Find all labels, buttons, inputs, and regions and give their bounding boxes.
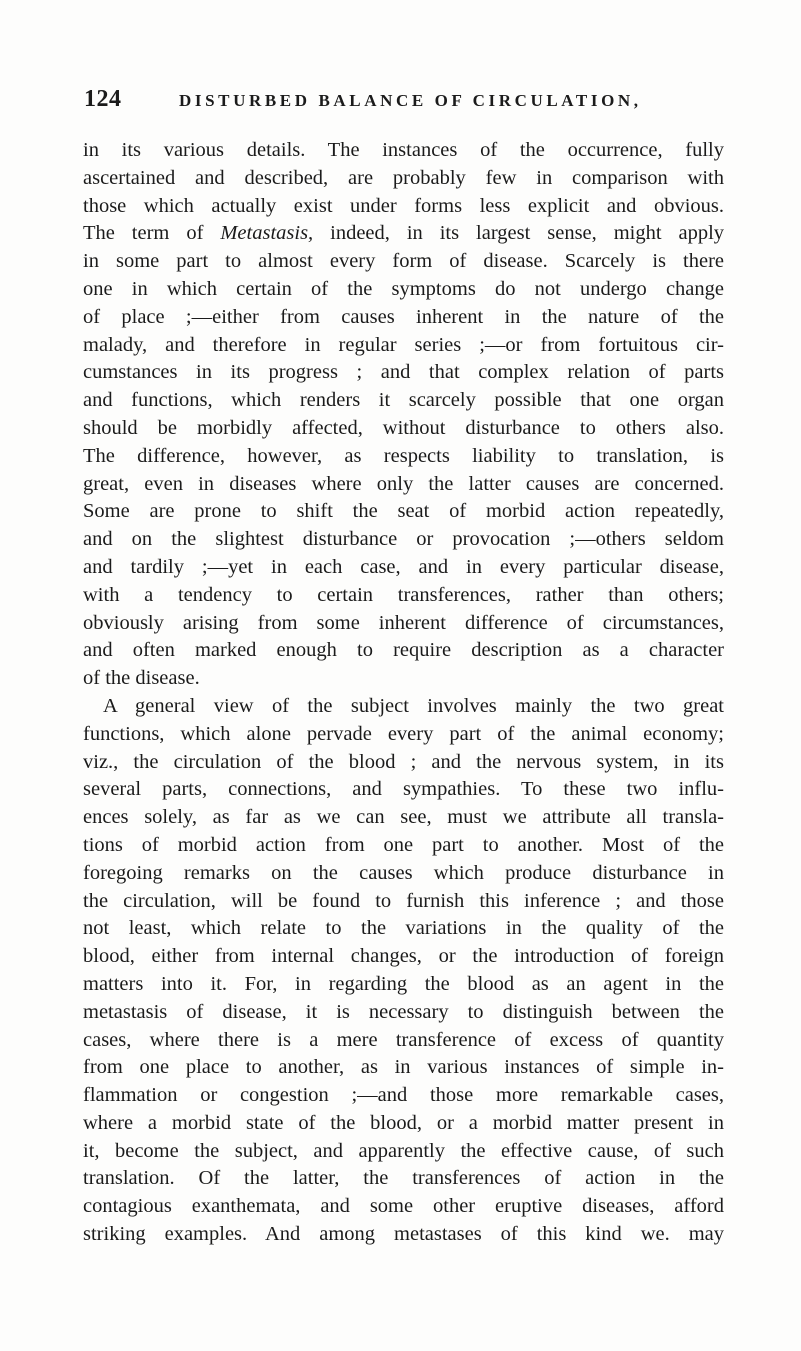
running-title: DISTURBED BALANCE OF CIRCULATION,: [179, 91, 642, 110]
text-line-with-term: [83, 220, 724, 248]
body-text: [83, 137, 724, 1249]
text-line: metastasis of disease, it is necessary to distinguish between the: [83, 1000, 724, 1023]
paragraph-1: [83, 137, 724, 693]
text-line: the circulation, will be found to furnish this inference ; and those: [83, 889, 724, 912]
text-line: several parts, connections, and sympathies. To these two influ-: [83, 778, 724, 801]
text-line: flammation or congestion ;—and those more remarkable cases,: [83, 1084, 724, 1107]
text-line: translation. Of the latter, the transferences of action in the: [83, 1167, 724, 1190]
text-line: ascertained and described, are probably few in comparison with: [83, 166, 724, 189]
text-line: and tardily ;—yet in each case, and in every particular disease,: [83, 555, 724, 578]
text-line: should be morbidly affected, without disturbance to others also.: [83, 416, 724, 439]
text-line: one in which certain of the symptoms do not undergo change: [83, 277, 724, 300]
text-fragment: indeed, in its largest sense, might apply: [313, 222, 725, 245]
text-line: blood, either from internal changes, or the introduction of foreign: [83, 945, 724, 968]
text-line: malady, and therefore in regular series ;—or from fortuitous cir-: [83, 333, 724, 356]
text-line: foregoing remarks on the causes which produce disturbance in: [83, 861, 724, 884]
text-line: in some part to almost every form of disease. Scarcely is there: [83, 250, 724, 273]
text-line: and often marked enough to require description as a character: [83, 639, 724, 662]
text-line: where a morbid state of the blood, or a morbid matter present in: [83, 1111, 724, 1134]
text-line: in its various details. The instances of the occurrence, fully: [83, 139, 724, 161]
text-line: cases, where there is a mere transference of excess of quantity: [83, 1028, 724, 1051]
text-line: it, become the subject, and apparently the effective cause, of such: [83, 1139, 724, 1162]
text-line: with a tendency to certain transferences, rather than others;: [83, 583, 724, 606]
italic-term: Metastasis,: [220, 222, 314, 245]
page-header: [84, 86, 724, 118]
text-line: from one place to another, as in various instances of simple in-: [83, 1056, 724, 1079]
text-line: matters into it. For, in regarding the blood as an agent in the: [83, 972, 724, 995]
page-number: 124: [84, 86, 122, 112]
text-line: viz., the circulation of the blood ; and the nervous system, in its: [83, 750, 724, 773]
text-line: of the disease.: [83, 667, 200, 690]
text-line: The difference, however, as respects liability to translation, is: [83, 444, 724, 467]
text-line: functions, which alone pervade every part of the animal economy;: [83, 722, 724, 745]
text-line: not least, which relate to the variations in the quality of the: [83, 917, 724, 940]
text-line: obviously arising from some inherent difference of circumstances,: [83, 611, 724, 634]
paragraph-2: [83, 693, 724, 1249]
text-line: great, even in diseases where only the latter causes are concerned.: [83, 472, 724, 495]
text-line: ences solely, as far as we can see, must we attribute all transla-: [83, 806, 724, 829]
text-line: Some are prone to shift the seat of morbid action repeatedly,: [83, 500, 724, 523]
text-line: tions of morbid action from one part to another. Most of the: [83, 833, 724, 856]
text-line: contagious exanthemata, and some other eruptive diseases, afford: [83, 1195, 724, 1218]
text-line: of place ;—either from causes inherent in the nature of the: [83, 305, 724, 328]
text-fragment: The term of: [83, 222, 204, 245]
text-line: A general view of the subject involves mainly the two great: [103, 694, 724, 717]
text-line: striking examples. And among metastases of this kind we. may: [83, 1223, 724, 1246]
text-line: those which actually exist under forms less explicit and obvious.: [83, 194, 724, 217]
text-line: and on the slightest disturbance or provocation ;—others seldom: [83, 528, 724, 551]
text-line: and functions, which renders it scarcely possible that one organ: [83, 389, 724, 412]
text-line: cumstances in its progress ; and that complex relation of parts: [83, 361, 724, 384]
